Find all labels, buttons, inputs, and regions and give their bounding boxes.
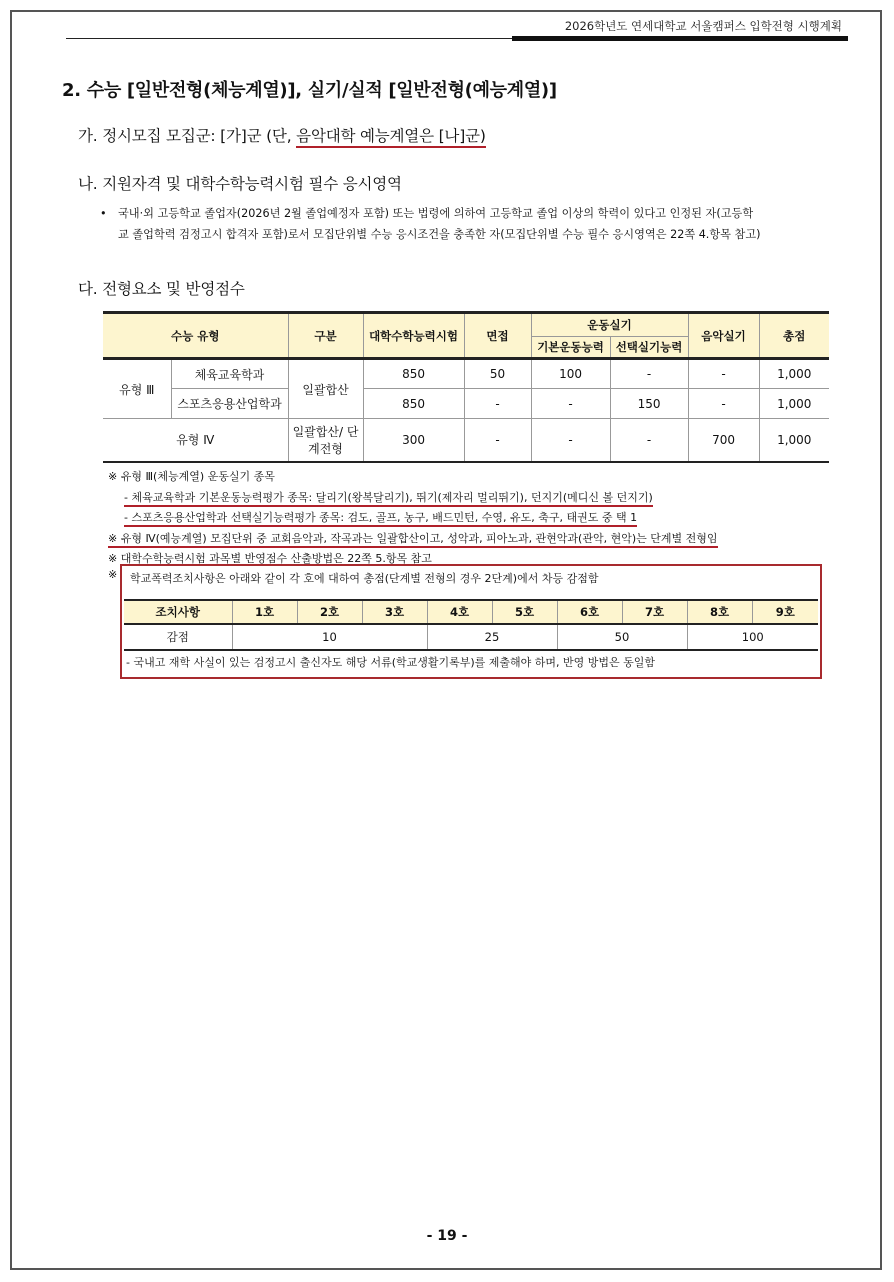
header-exercise: 운동실기 (531, 313, 688, 337)
discipline-header: 조치사항 (124, 600, 232, 624)
discipline-header: 9호 (752, 600, 818, 624)
table-row (103, 419, 829, 462)
note-sports-items-text: - 스포츠응용산업학과 선택실기능력평가 종목: 검도, 골프, 농구, 배드민턴, 수영, 유도, 축구, 태권도 중 택 1 (124, 511, 637, 527)
music-score: - (688, 389, 759, 419)
elective-score: 150 (610, 389, 688, 419)
note-school-violence: 학교폭력조치사항은 아래와 같이 각 호에 대하여 총점(단계별 전형의 경우 2단계)에서 차등 감점함 (130, 572, 599, 585)
notes (108, 467, 828, 570)
discipline-header: 3호 (362, 600, 427, 624)
subsection-a-prefix: 가. 정시모집 모집군: [가]군 (단, (78, 127, 292, 145)
discipline-header: 7호 (622, 600, 687, 624)
csat-score: 300 (363, 419, 464, 462)
table-row (103, 389, 829, 419)
discipline-header: 8호 (687, 600, 752, 624)
discipline-header: 5호 (492, 600, 557, 624)
interview-score: - (464, 389, 531, 419)
header-total: 총점 (759, 313, 829, 359)
running-header: 2026학년도 연세대학교 서울캠퍼스 입학전형 시행계획 (564, 19, 842, 33)
csat-score: 850 (363, 389, 464, 419)
method: 일괄합산 (288, 359, 363, 419)
header-category: 구분 (288, 313, 363, 359)
header-music: 음악실기 (688, 313, 759, 359)
csat-score: 850 (363, 359, 464, 389)
page-number: - 19 - (426, 1228, 468, 1244)
section-title: 2. 수능 [일반전형(체능계열)], 실기/실적 [일반전형(예능계열)] (62, 80, 557, 101)
eligibility-line-1: 국내·외 고등학교 졸업자(2026년 2월 졸업예정자 포함) 또는 법령에 의하여 고등학교 졸업 이상의 학력이 있다고 인정된 자(고등학 (118, 207, 754, 220)
deduction-value: 50 (557, 624, 687, 650)
group-type-4: 유형 Ⅳ (103, 419, 288, 462)
discipline-footnote: - 국내고 재학 사실이 있는 검정고시 출신자도 해당 서류(학교생활기록부)를 제출해야 하며, 반영 방법은 동일함 (126, 656, 656, 669)
header-type: 수능 유형 (103, 313, 288, 359)
interview-score: - (464, 419, 531, 462)
note-pe-items-text: - 체육교육학과 기본운동능력평가 종목: 달리기(왕복달리기), 뛰기(제자리 멀리뛰기), 던지기(메디신 볼 던지기) (124, 491, 653, 507)
header-rule-thick (512, 36, 848, 41)
score-table (103, 311, 829, 463)
music-score: 700 (688, 419, 759, 462)
method: 일괄합산/ 단계전형 (288, 419, 363, 462)
subsection-b-title: 나. 지원자격 및 대학수학능력시험 필수 응시영역 (78, 175, 402, 193)
discipline-header: 6호 (557, 600, 622, 624)
elective-score: - (610, 419, 688, 462)
basic-score: - (531, 419, 610, 462)
deduction-value: 25 (427, 624, 557, 650)
note-type4-text: ※ 유형 Ⅳ(예능계열) 모집단위 중 교회음악과, 작곡과는 일괄합산이고, 성악과, 피아노과, 관현악과(관악, 현악)는 단계별 전형임 (108, 532, 718, 548)
table-row (124, 624, 818, 650)
discipline-header: 4호 (427, 600, 492, 624)
basic-score: 100 (531, 359, 610, 389)
dept-name: 체육교육학과 (171, 359, 288, 389)
group-type-3: 유형 Ⅲ (103, 359, 171, 419)
eligibility-line-2: 교 졸업학력 검정고시 합격자 포함)로서 모집단위별 수능 응시조건을 충족한 자(모집단위별 수능 필수 응시영역은 22쪽 4.항목 참고) (118, 228, 761, 241)
music-score: - (688, 359, 759, 389)
header-interview: 면접 (464, 313, 531, 359)
note-exercise-items: ※ 유형 Ⅲ(체능계열) 운동실기 종목 (108, 470, 275, 483)
note-violence-mark: ※ (108, 568, 118, 581)
header-csat: 대학수학능력시험 (363, 313, 464, 359)
note-sports-items (108, 508, 828, 529)
table-row (103, 359, 829, 389)
bullet-mark: • (100, 207, 107, 220)
discipline-header: 2호 (297, 600, 362, 624)
deduction-value: 100 (687, 624, 818, 650)
header-basic: 기본운동능력 (531, 337, 610, 359)
dept-name: 스포츠응용산업학과 (171, 389, 288, 419)
school-violence-box (120, 564, 822, 679)
note-csat-method: ※ 대학수학능력시험 과목별 반영점수 산출방법은 22쪽 5.항목 참고 (108, 552, 432, 565)
note-type4 (108, 529, 828, 550)
total-score: 1,000 (759, 419, 829, 462)
elective-score: - (610, 359, 688, 389)
total-score: 1,000 (759, 389, 829, 419)
header-elective: 선택실기능력 (610, 337, 688, 359)
total-score: 1,000 (759, 359, 829, 389)
subsection-c-title: 다. 전형요소 및 반영점수 (78, 280, 245, 298)
eligibility-bullet (100, 203, 830, 245)
header-rule-thin (66, 38, 512, 39)
subsection-a (78, 124, 486, 146)
note-pe-items (108, 488, 828, 509)
basic-score: - (531, 389, 610, 419)
subsection-a-underlined: 음악대학 예능계열은 [나]군) (296, 127, 486, 148)
deduction-label: 감점 (124, 624, 232, 650)
discipline-table (124, 599, 818, 651)
deduction-value: 10 (232, 624, 427, 650)
interview-score: 50 (464, 359, 531, 389)
discipline-header: 1호 (232, 600, 297, 624)
